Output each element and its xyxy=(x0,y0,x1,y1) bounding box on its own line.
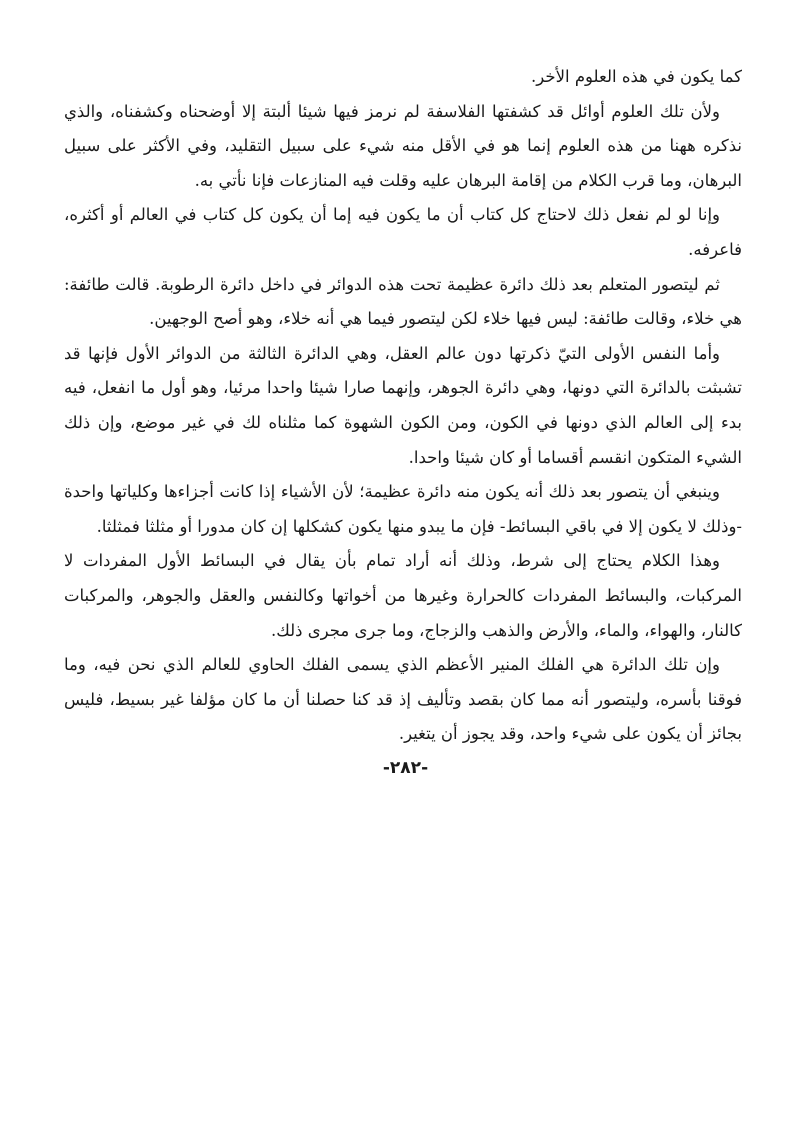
body-text xyxy=(64,60,742,752)
paragraph-3: وإنا لو لم نفعل ذلك لاحتاج كل كتاب أن ما يكون فيه إما أن يكون كل كتاب في العالم أو أكثره، فاعرفه. xyxy=(64,205,742,259)
paragraph-2: ولأن تلك العلوم أوائل قد كشفتها الفلاسفة لم نرمز فيها شيئا ألبتة إلا أوضحناه وكشفناه، والذي نذكره ههنا من هذه العلوم إنما هو في الأقل منه شيء على سبيل التقليد، وفي الأكثر على سبيل البرهان، وما قرب الكلام من إقامة البرهان عليه وقلت فيه المنازعات فإنا نأتي به. xyxy=(64,101,742,190)
paragraph-1: كما يكون في هذه العلوم الأخر. xyxy=(531,67,742,86)
paragraph-6: وينبغي أن يتصور بعد ذلك أنه يكون منه دائرة عظيمة؛ لأن الأشياء إذا كانت أجزاءها وكلياتها واحدة -وذلك لا يكون إلا في باقي البسائط- فإن ما يبدو منها يكون كشكلها إن كان مدورا أو مثلثا فمثلثا. xyxy=(64,482,742,536)
paragraph-8: وإن تلك الدائرة هي الفلك المنير الأعظم الذي يسمى الفلك الحاوي للعالم الذي نحن فيه، وما فوقنا بأسره، وليتصور أنه مما كان بقصد وتأليف إذ قد كنا حصلنا أن ما كان مؤلفا غير بسيط، فليس بجائز أن يكون على شيء واحد، وقد يجوز أن يتغير. xyxy=(64,655,742,744)
paragraph-4: ثم ليتصور المتعلم بعد ذلك دائرة عظيمة تحت هذه الدوائر في داخل دائرة الرطوبة. قالت طائفة: هي خلاء، وقالت طائفة: ليس فيها خلاء لكن ليتصور فيما هي أنه خلاء، وهو أصح الوجهين. xyxy=(64,274,742,329)
paragraph-5: وأما النفس الأولى التيّ ذكرتها دون عالم العقل، وهي الدائرة الثالثة من الدوائر الأول فإنها قد تشبثت بالدائرة التي دونها، وهي دائرة الجوهر، وإنهما صارا شيئا واحدا مرئيا، وهو أول ما انفعل، فيه بدء إلى العالم الذي دونها في الكون، ومن الكون الشهوة كما مثلناه لك في غير موضع، وإن ذلك الشيء المتكون انقسم أقساما أو كان شيئا واحدا. xyxy=(64,343,742,467)
paragraph-7: وهذا الكلام يحتاج إلى شرط، وذلك أنه أراد تمام بأن يقال في البسائط الأول المفردات لا المركبات، والبسائط المفردات كالحرارة وغيرها من أخواتها وكالنفس والعقل والجوهر، والمركبات كالنار، والهواء، والماء، والأرض والذهب والزجاج، وما جرى مجرى ذلك. xyxy=(64,551,742,640)
page-number: -٢٨٢- xyxy=(382,758,429,778)
